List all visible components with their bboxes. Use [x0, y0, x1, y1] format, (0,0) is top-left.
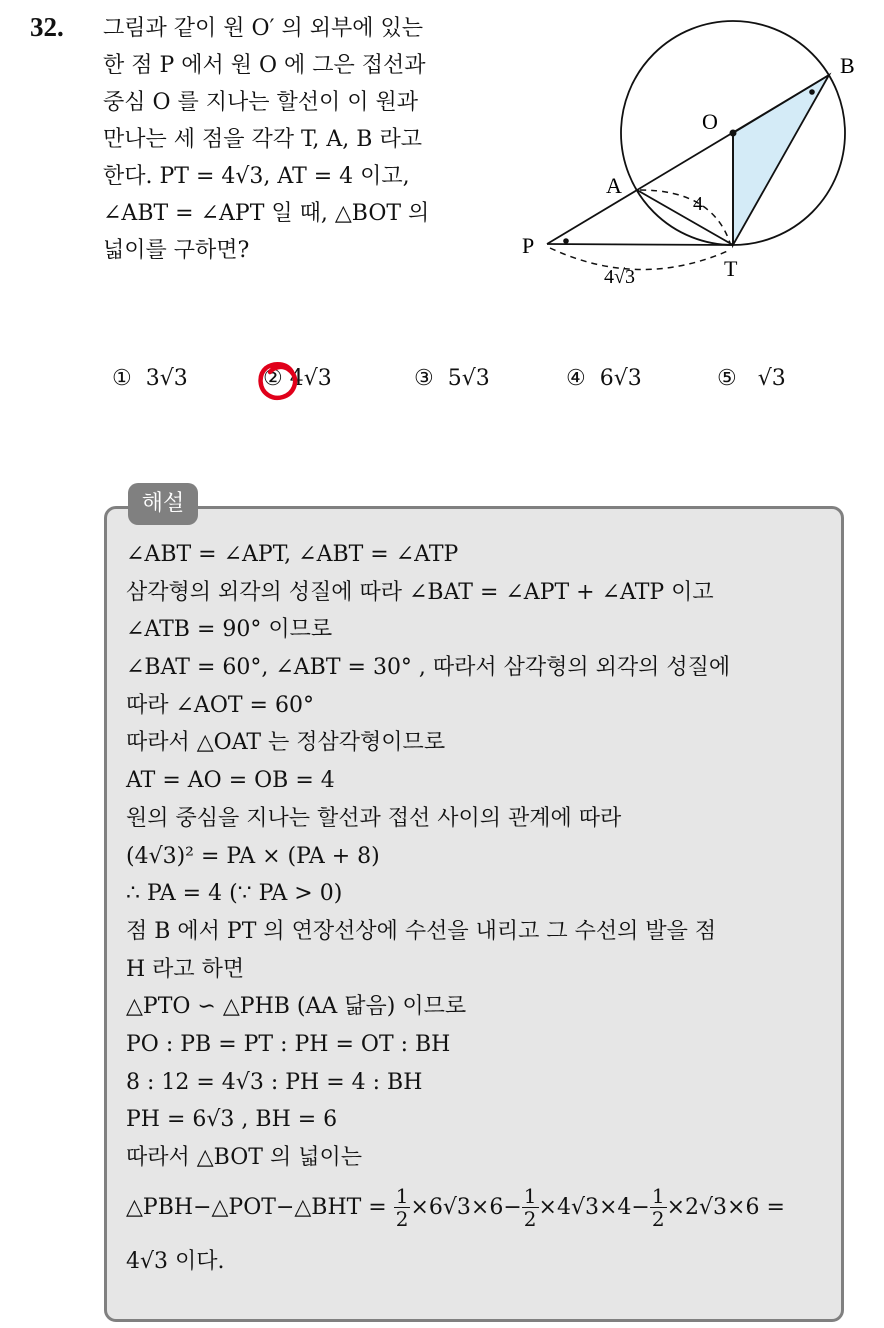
choice-value: 4√3	[289, 366, 332, 391]
solution-conclusion: 4√3 이다.	[126, 1248, 225, 1274]
solution-line: ∠ABT = ∠APT, ∠ABT = ∠ATP	[126, 542, 459, 567]
solution-line: PH = 6√3 , BH = 6	[126, 1107, 338, 1133]
label-o: O	[702, 109, 718, 134]
question-line: 그림과 같이 원 O′ 의 외부에 있는	[103, 16, 424, 41]
fraction-denominator: 2	[651, 1207, 665, 1232]
answer-choices	[0, 366, 884, 406]
center-point-o	[730, 130, 737, 137]
solution-line: 따라서 △BOT 의 넓이는	[126, 1145, 362, 1170]
fraction-numerator: 1	[651, 1184, 665, 1209]
fraction-half	[522, 1185, 539, 1230]
solution-line: 점 B 에서 PT 의 연장선상에 수선을 내리고 그 수선의 발을 점	[126, 918, 717, 944]
solution-line: ∠BAT = 60°, ∠ABT = 30° , 따라서 삼각형의 외각의 성질에	[126, 655, 731, 681]
choice-number: ②	[263, 366, 283, 391]
choice-3[interactable]	[414, 366, 490, 391]
fraction-denominator: 2	[395, 1207, 409, 1232]
equation-term: ×6√3×6−	[410, 1194, 522, 1220]
equation-term: ×4√3×4−	[538, 1194, 650, 1220]
solution-text	[126, 536, 836, 1280]
question-line: 넓이를 구하면?	[103, 238, 250, 263]
angle-mark-b	[809, 89, 815, 95]
solution-line: ∴ PA = 4 (∵ PA > 0)	[126, 881, 343, 907]
question-line: 중심 O 를 지나는 할선이 이 원과	[103, 90, 419, 115]
choice-value: 5√3	[447, 366, 490, 391]
solution-line: PO : PB = PT : PH = OT : BH	[126, 1031, 451, 1057]
question-number: 32.	[30, 12, 64, 42]
solution-line: 8 : 12 = 4√3 : PH = 4 : BH	[126, 1069, 423, 1095]
question-text	[103, 10, 488, 269]
triangle-bot-shaded	[733, 75, 829, 245]
solution-line: 삼각형의 외각의 성질에 따라 ∠BAT = ∠APT + ∠ATP 이고	[126, 579, 714, 605]
tangent-line-pt	[547, 244, 733, 245]
choice-number: ③	[414, 366, 434, 391]
dashed-arc-pt	[550, 248, 730, 270]
answer-circle-mark	[254, 358, 300, 404]
solution-line: ∠ATB = 90° 이므로	[126, 617, 333, 643]
fraction-numerator: 1	[395, 1184, 409, 1209]
geometry-figure	[510, 0, 884, 320]
equation-term: ×2√3×6 =	[666, 1194, 785, 1220]
solution-final-equation	[126, 1177, 836, 1239]
choice-5[interactable]	[717, 366, 786, 391]
question-line: 만나는 세 점을 각각 T, A, B 라고	[103, 127, 422, 152]
solution-line: 따라 ∠AOT = 60°	[126, 692, 314, 718]
choice-number: ①	[112, 366, 132, 391]
fraction-numerator: 1	[523, 1184, 537, 1209]
solution-line: H 라고 하면	[126, 956, 245, 982]
solution-line: 원의 중심을 지나는 할선과 접선 사이의 관계에 따라	[126, 805, 622, 831]
solution-line: △PTO ∽ △PHB (AA 닮음) 이므로	[126, 994, 467, 1020]
choice-1[interactable]	[112, 366, 188, 391]
label-a: A	[606, 173, 622, 198]
fraction-denominator: 2	[523, 1207, 537, 1232]
equation-lhs: △PBH−△POT−△BHT =	[126, 1194, 387, 1220]
question-line: 한 점 P 에서 원 O 에 그은 접선과	[103, 53, 426, 78]
choice-value: 3√3	[145, 366, 188, 391]
angle-mark-p	[563, 238, 569, 244]
label-p: P	[522, 233, 535, 258]
choice-4[interactable]	[566, 366, 642, 391]
solution-line: 따라서 △OAT 는 정삼각형이므로	[126, 730, 446, 756]
choice-value: 6√3	[599, 366, 642, 391]
solution-tag: 해설	[128, 483, 198, 525]
solution-line: (4√3)² = PA × (PA + 8)	[126, 843, 380, 869]
label-length-at: 4	[693, 193, 703, 215]
question-line: 한다. PT = 4√3, AT = 4 이고,	[103, 164, 410, 189]
label-b: B	[840, 53, 855, 78]
question-line: ∠ABT = ∠APT 일 때, △BOT 의	[103, 201, 430, 226]
label-t: T	[724, 256, 738, 281]
choice-number: ④	[566, 366, 586, 391]
label-length-pt: 4√3	[604, 266, 635, 288]
fraction-half	[650, 1185, 667, 1230]
choice-value: √3	[757, 366, 786, 391]
choice-number: ⑤	[717, 366, 737, 391]
segment-at	[637, 190, 733, 245]
solution-line: AT = AO = OB = 4	[126, 768, 335, 794]
fraction-half	[394, 1185, 411, 1230]
